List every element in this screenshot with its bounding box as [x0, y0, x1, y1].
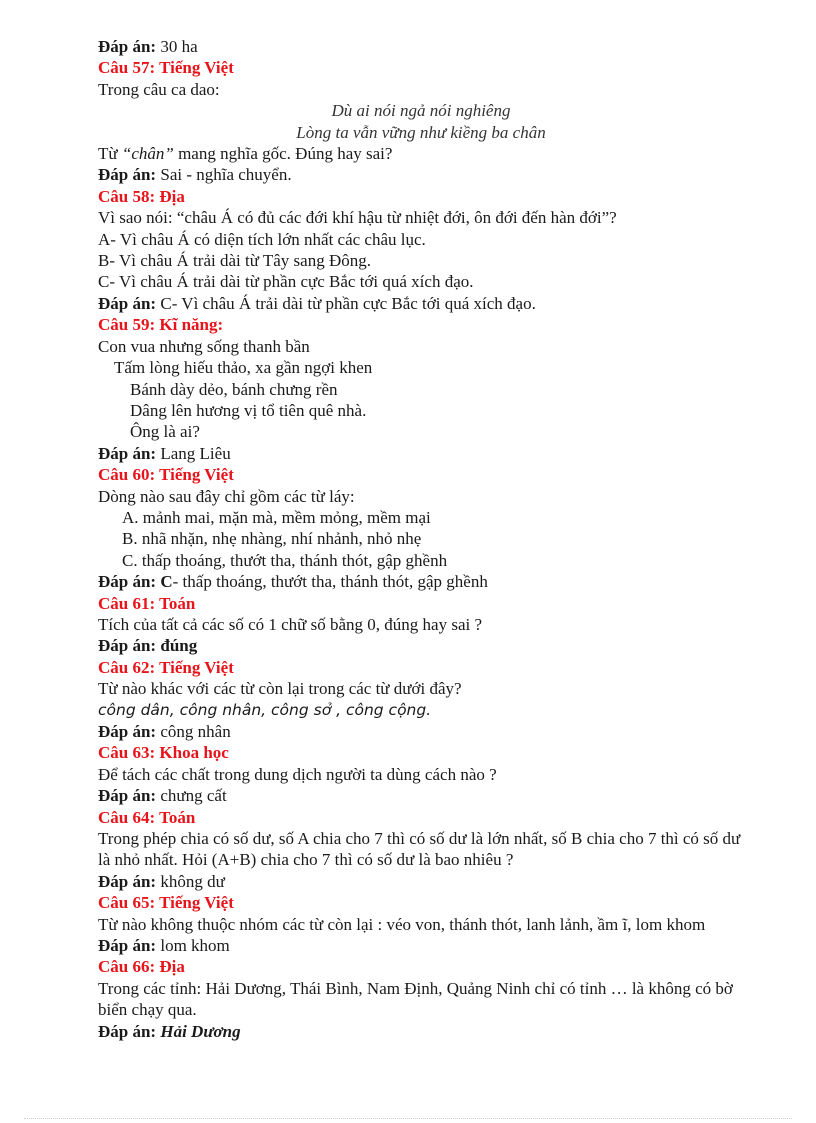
- answer-label: Đáp án:: [98, 636, 157, 656]
- question-text: Tích của tất cả các số có 1 chữ số bằng 0, đúng hay sai ?: [98, 614, 483, 634]
- question-heading: Câu 59: Kĩ năng:: [98, 315, 224, 335]
- answer-label: Đáp án:: [98, 293, 157, 313]
- answer-text: - thấp thoáng, thướt tha, thánh thót, gập ghềnh: [172, 572, 488, 592]
- option-item: A. mảnh mai, mặn mà, mềm mỏng, mềm mại: [122, 507, 431, 527]
- question-text: Từ “chân” mang nghĩa gốc. Đúng hay sai?: [98, 144, 393, 164]
- answer-text: chưng cất: [156, 786, 227, 806]
- answer-label: Đáp án:: [98, 165, 157, 185]
- answer-label: Đáp án:: [98, 1021, 157, 1041]
- answer-label: Đáp án:: [98, 37, 157, 56]
- answer-line: [98, 293, 748, 314]
- answer-label: Đáp án:: [98, 871, 157, 891]
- answer-label: Đáp án:: [98, 786, 157, 806]
- question-heading: Câu 65: Tiếng Việt: [98, 893, 234, 913]
- poem-line: Lòng ta vẫn vững như kiềng ba chân: [296, 122, 546, 142]
- question-text: Để tách các chất trong dung dịch người ta dùng cách nào ?: [98, 764, 497, 784]
- option-item: C. thấp thoáng, thướt tha, thánh thót, gập ghềnh: [122, 550, 448, 570]
- answer-text: không dư: [156, 871, 225, 891]
- question-text: Trong câu ca dao:: [98, 79, 220, 99]
- question-heading: Câu 58: Địa: [98, 186, 185, 206]
- answer-text: Lang Liêu: [156, 443, 231, 463]
- answer-text: C- Vì châu Á trải dài từ phần cực Bắc tới quá xích đạo.: [156, 293, 536, 313]
- answer-line: [98, 443, 748, 464]
- question-text: Từ nào khác với các từ còn lại trong các từ dưới đây?: [98, 679, 462, 699]
- page-bottom-rule: [24, 1118, 792, 1119]
- option-item: A- Vì châu Á có diện tích lớn nhất các châu lục.: [98, 229, 426, 249]
- poem-line: Dù ai nói ngả nói nghiêng: [331, 101, 511, 121]
- option-item: B- Vì châu Á trải dài từ Tây sang Đông.: [98, 251, 371, 271]
- answer-line: [98, 785, 748, 806]
- word-list: công dân, công nhân, công sở , công cộng.: [98, 700, 432, 719]
- answer-text: 30 ha: [156, 37, 198, 56]
- question-text: Trong các tỉnh: Hải Dương, Thái Bình, Nam Định, Quảng Ninh chỉ có tỉnh … là không có bờ biển chạy qua.: [98, 978, 733, 1020]
- answer-line: [98, 571, 748, 592]
- question-text: Vì sao nói: “châu Á có đủ các đới khí hậu từ nhiệt đới, ôn đới đến hàn đới”?: [98, 208, 617, 228]
- answer-label: Đáp án:: [98, 443, 157, 463]
- answer-line: [98, 871, 748, 892]
- answer-text: công nhân: [156, 722, 231, 741]
- answer-label: Đáp án:: [98, 936, 157, 956]
- answer-choice: C: [156, 572, 173, 592]
- quoted-word: “chân”: [121, 144, 174, 164]
- question-heading: Câu 57: Tiếng Việt: [98, 58, 234, 78]
- answer-text: Hải Dương: [160, 1021, 241, 1041]
- answer-text: đúng: [156, 636, 198, 656]
- answer-text: Sai - nghĩa chuyển.: [156, 165, 292, 185]
- riddle-line: Dâng lên hương vị tổ tiên quê nhà.: [130, 400, 367, 420]
- question-text: Dòng nào sau đây chỉ gồm các từ láy:: [98, 486, 355, 506]
- answer-label: Đáp án:: [98, 572, 157, 592]
- option-item: C- Vì châu Á trải dài từ phần cực Bắc tới quá xích đạo.: [98, 272, 474, 292]
- answer-line: [98, 164, 748, 185]
- riddle-line: Bánh dày dẻo, bánh chưng rền: [130, 379, 338, 399]
- riddle-line: Con vua nhưng sống thanh bần: [98, 336, 310, 356]
- question-text: Trong phép chia có số dư, số A chia cho 7 thì có số dư là lớn nhất, số B chia cho 7 thì có số dư là nhỏ nhất. Hỏi (A+B) chia cho 7 thì có số dư là bao nhiêu ?: [98, 829, 741, 870]
- question-heading: Câu 60: Tiếng Việt: [98, 465, 234, 485]
- answer-line: [98, 1021, 748, 1042]
- question-heading: Câu 64: Toán: [98, 807, 196, 827]
- answer-line: [98, 36, 748, 57]
- question-heading: Câu 66: Địa: [98, 957, 185, 977]
- answer-line: [98, 721, 748, 742]
- answer-label: Đáp án:: [98, 722, 157, 741]
- question-heading: Câu 63: Khoa học: [98, 743, 229, 763]
- riddle-line: Tấm lòng hiếu thảo, xa gần ngợi khen: [114, 358, 373, 378]
- answer-line: [98, 635, 748, 656]
- answer-text: lom khom: [156, 936, 230, 956]
- question-text: Từ nào không thuộc nhóm các từ còn lại : véo von, thánh thót, lanh lảnh, ầm ĩ, lom khom: [98, 914, 706, 934]
- question-heading: Câu 61: Toán: [98, 593, 196, 613]
- answer-line: [98, 935, 748, 956]
- question-heading: Câu 62: Tiếng Việt: [98, 657, 234, 677]
- document-content: [98, 36, 748, 1042]
- riddle-line: Ông là ai?: [130, 422, 200, 442]
- option-item: B. nhã nhặn, nhẹ nhàng, nhí nhảnh, nhỏ nhẹ: [122, 529, 422, 549]
